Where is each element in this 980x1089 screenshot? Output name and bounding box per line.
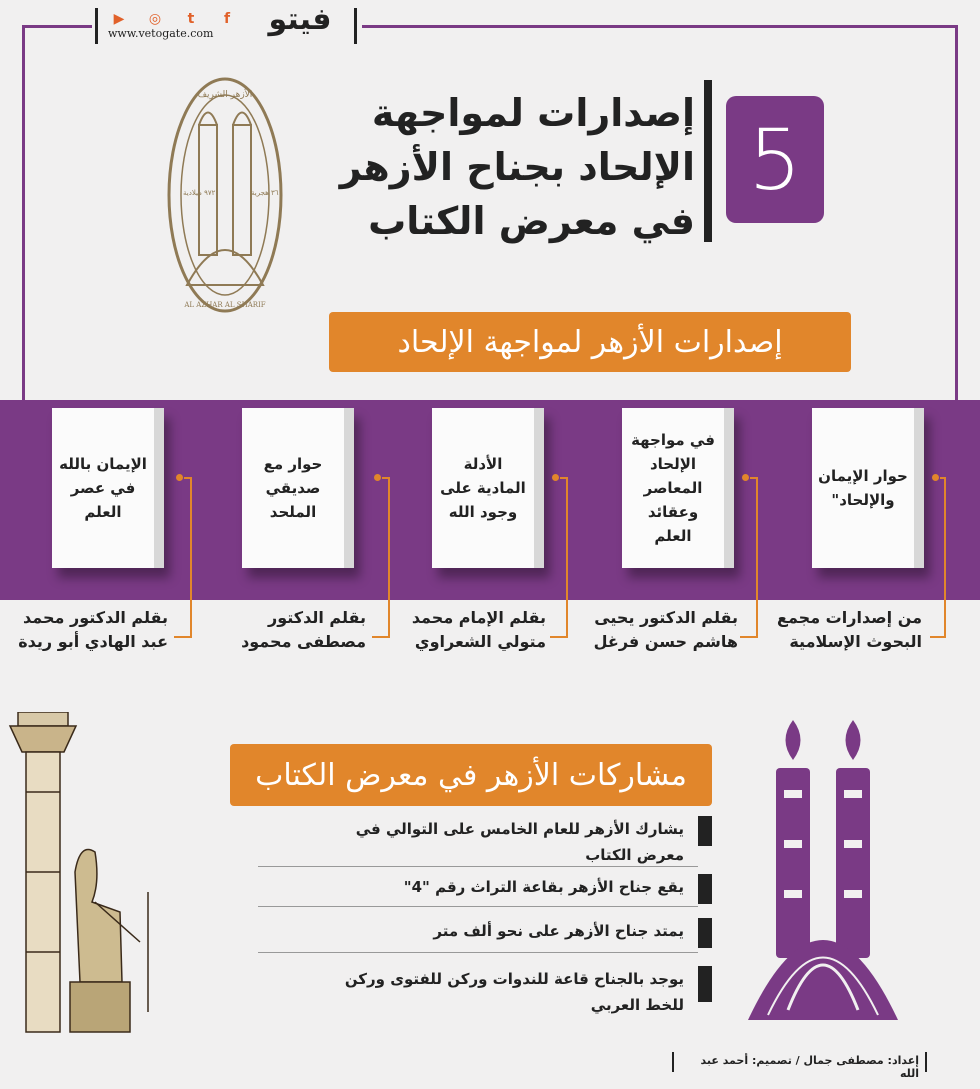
vetogate-logo[interactable]: فيتو [268, 2, 332, 37]
book-cover: الإيمان بالله في عصر العلم [52, 408, 164, 568]
frame-left [22, 25, 25, 405]
al-azhar-seal-icon [165, 75, 285, 315]
title-line-3: في معرض الكتاب [368, 199, 695, 243]
divider [258, 906, 698, 907]
youtube-icon[interactable]: ▶ [113, 11, 125, 27]
frame-header-left-tick [95, 8, 98, 44]
book-author: بقلم الإمام محمد متولي الشعراوي [411, 608, 546, 651]
seal-arabic-text: الأزهر الشريف [197, 90, 253, 100]
connector-line [190, 477, 192, 637]
connector-line [550, 636, 568, 638]
seal-latin-text: AL AZHAR AL SHARIF [184, 301, 266, 309]
connector-dot [932, 474, 939, 481]
bullet-square-icon [698, 918, 712, 948]
book-cover: حوار مع صديقي الملحد [242, 408, 354, 568]
connector-dot [552, 474, 559, 481]
divider [258, 866, 698, 867]
bullet-square-icon [698, 874, 712, 904]
book-author: من إصدارات مجمع البحوث الإسلامية [777, 608, 922, 651]
minarets-illustration-icon [748, 720, 898, 1050]
page-title [240, 86, 695, 248]
bullet-square-icon [698, 966, 712, 1002]
connector-line [930, 636, 946, 638]
fact-text: يوجد بالجناح قاعة للندوات وركن للفتوى وركن للخط العربي [344, 970, 684, 1014]
frame-header-right-tick [354, 8, 357, 44]
book-cover: حوار الإيمان والإلحاد" [812, 408, 924, 568]
book-author: بقلم الدكتور مصطفى محمود [241, 608, 366, 651]
frame-top-left [22, 25, 92, 28]
section-banner-participation: مشاركات الأزهر في معرض الكتاب [230, 744, 712, 806]
book-author: بقلم الدكتور يحيى هاشم حسن فرغل [593, 608, 738, 651]
bullet-square-icon [698, 816, 712, 846]
book-author: بقلم الدكتور محمد عبد الهادي أبو ريدة [18, 608, 168, 651]
credits-footer: إعداد: مصطفى جمال / تصميم: أحمد عبد الله [672, 1052, 927, 1072]
facebook-icon[interactable]: f [223, 11, 231, 27]
connector-line [740, 636, 758, 638]
connector-line [944, 477, 946, 637]
fact-text: يقع جناح الأزهر بقاعة التراث رقم "4" [403, 878, 684, 896]
pharaonic-column-illustration-icon [0, 712, 170, 1042]
title-line-2: الإلحاد بجناح الأزهر [339, 145, 695, 189]
title-divider [704, 80, 712, 242]
fact-item [314, 918, 712, 948]
frame-top-right [362, 25, 958, 28]
frame-right [955, 25, 958, 405]
book-cover: الأدلة المادية على وجود الله [432, 408, 544, 568]
connector-line [174, 636, 192, 638]
title-line-1: إصدارات لمواجهة [371, 91, 695, 135]
section-banner-publications: إصدارات الأزهر لمواجهة الإلحاد [329, 312, 851, 372]
connector-line [756, 477, 758, 637]
book-cover: في مواجهة الإلحاد المعاصر وعقائد العلم [622, 408, 734, 568]
divider [258, 952, 698, 953]
connector-dot [374, 474, 381, 481]
fact-item [314, 874, 712, 904]
connector-line [566, 477, 568, 637]
site-url[interactable]: www.vetogate.com [108, 27, 214, 40]
fact-text: يمتد جناح الأزهر على نحو ألف متر [433, 922, 684, 940]
fact-item [314, 816, 712, 868]
fact-text: يشارك الأزهر للعام الخامس على التوالي في معرض الكتاب [355, 820, 684, 864]
connector-dot [742, 474, 749, 481]
twitter-icon[interactable]: t [187, 11, 195, 27]
instagram-icon[interactable]: ◎ [148, 11, 162, 27]
fact-item [314, 966, 712, 1018]
title-number-badge: 5 [726, 96, 824, 223]
seal-year-left: ٩٧٢ ميلادية [183, 189, 216, 197]
seal-year-right: ٣٦١ هجرية [251, 189, 283, 197]
connector-dot [176, 474, 183, 481]
